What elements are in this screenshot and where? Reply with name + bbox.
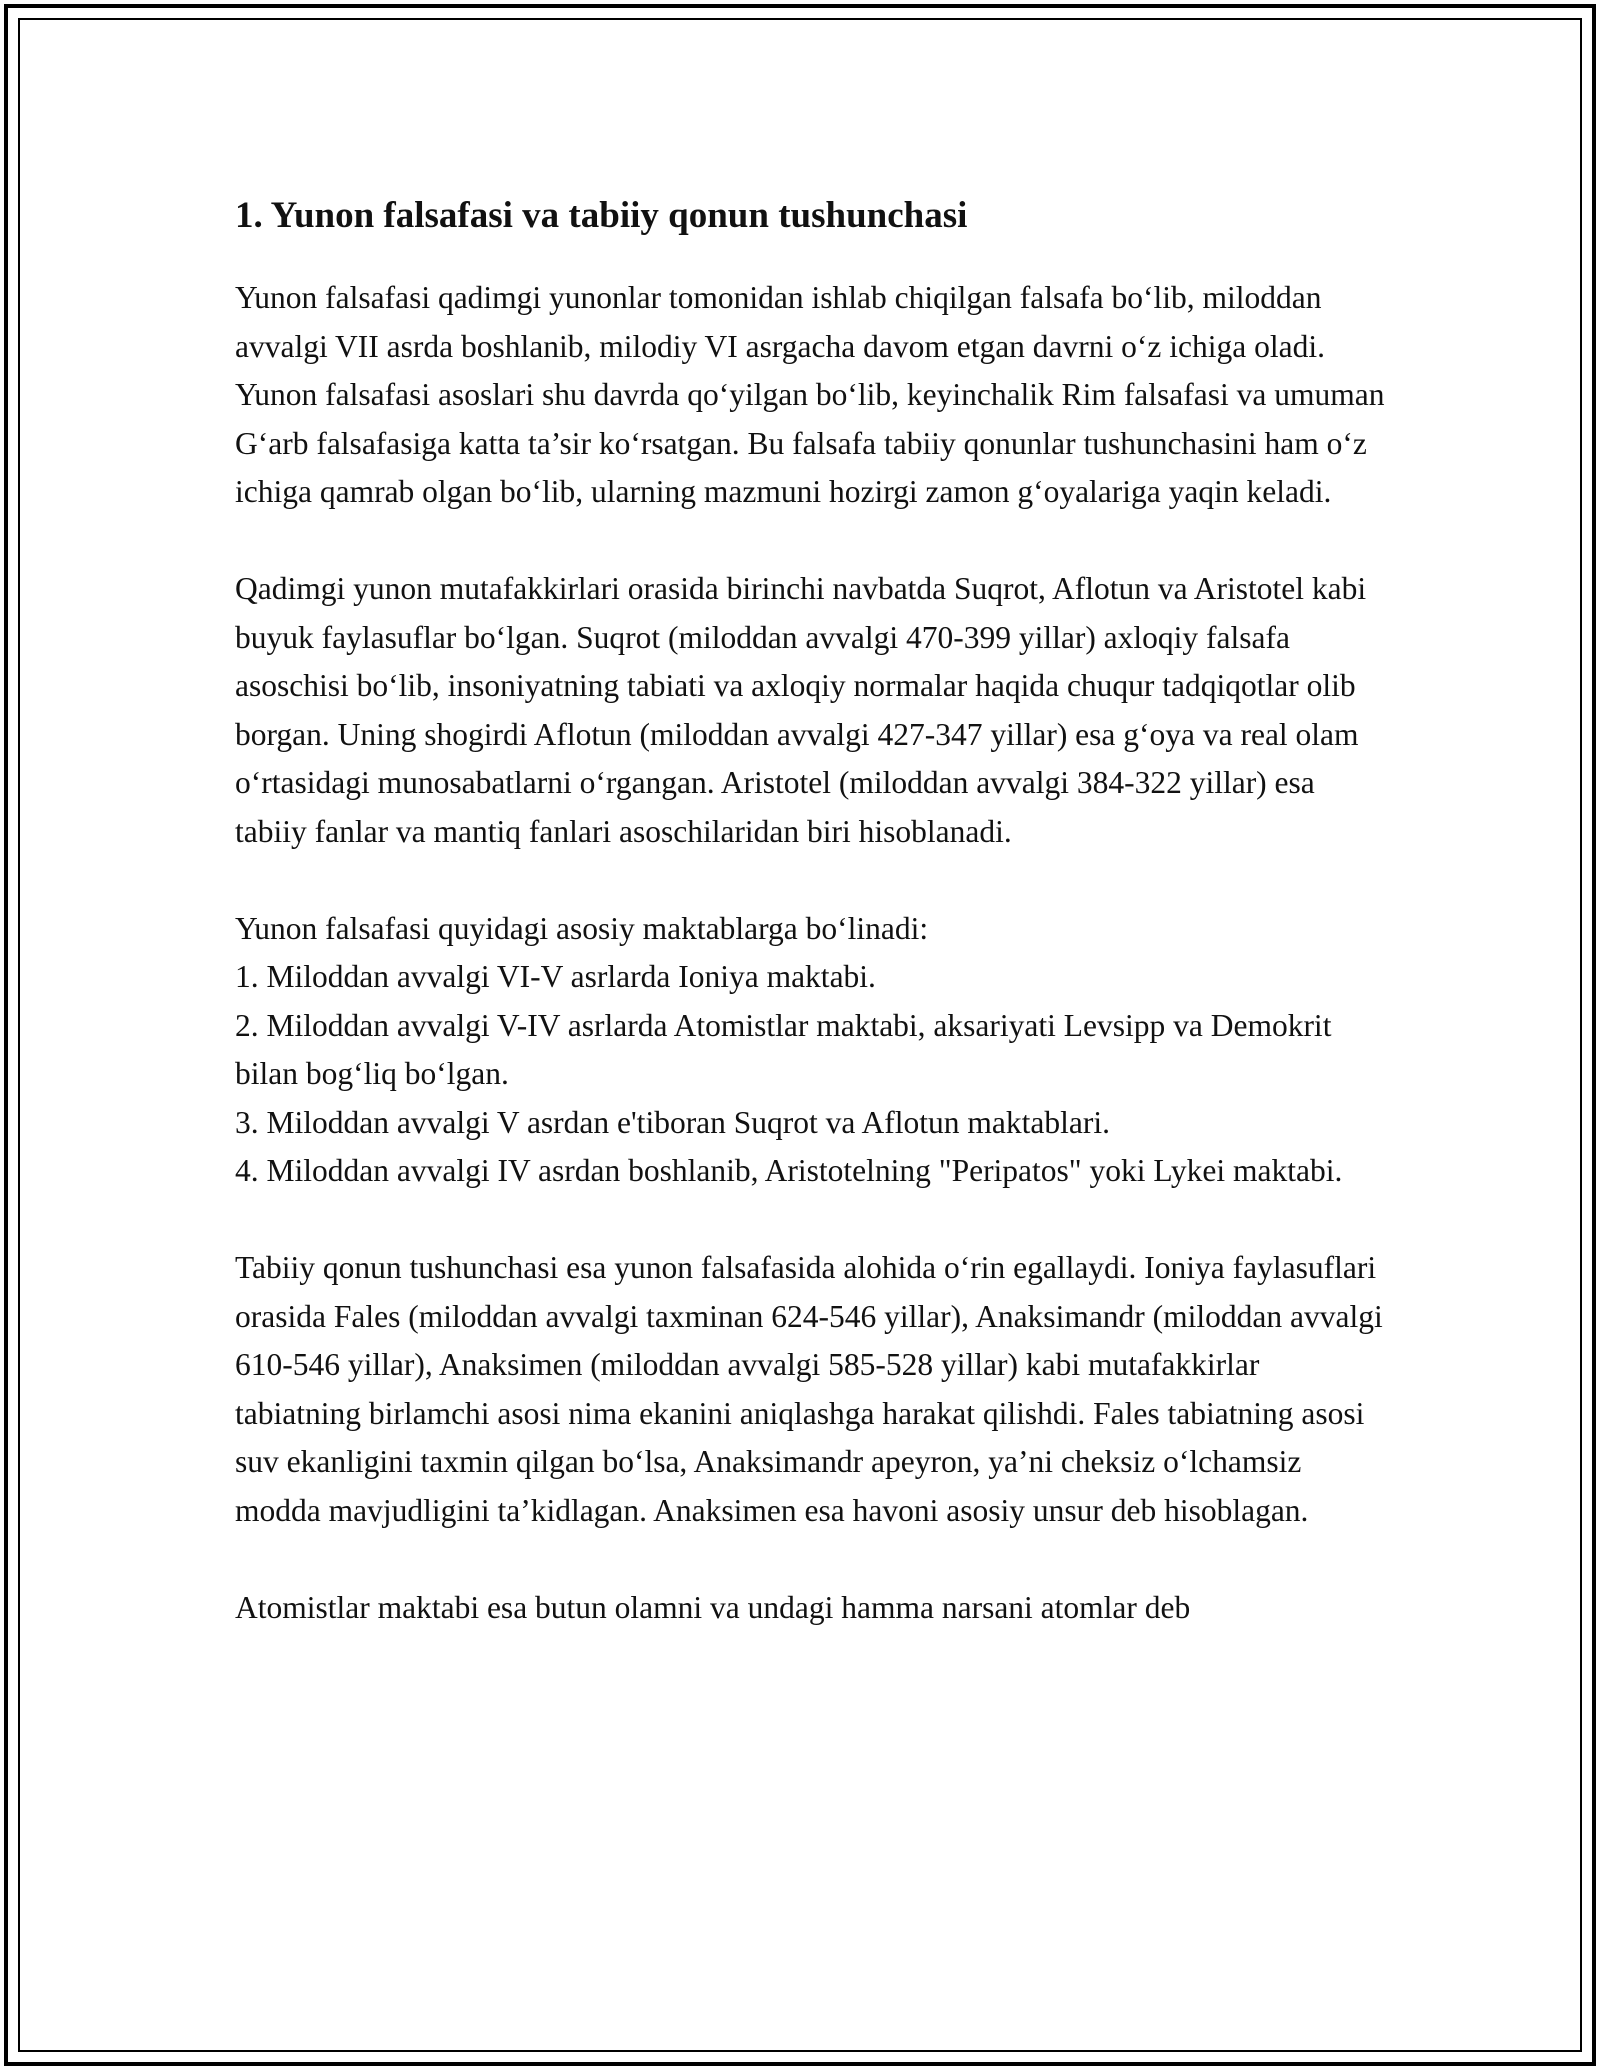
schools-list: [235, 905, 1385, 1196]
paragraph-natural-law: Tabiiy qonun tushunchasi esa yunon falsafasida alohida o‘rin egallaydi. Ioniya faylasuflari orasida Fales (miloddan avvalgi taxminan 624-546 yillar), Anaksimandr (miloddan avvalgi 610-546 yillar), Anaksimen (miloddan avvalgi 585-528 yillar) kabi mutafakkirlar tabiatning birlamchi asosi nima ekanini aniqlashga harakat qilishdi. Fales tabiatning asosi suv ekanligini taxmin qilgan bo‘lsa, Anaksimandr apeyron, ya’ni cheksiz o‘lchamsiz modda mavjudligini ta’kidlagan. Anaksimen esa havoni asosiy unsur deb hisoblagan.: [235, 1250, 1383, 1528]
paragraph-atomists: Atomistlar maktabi esa butun olamni va undagi hamma narsani atomlar deb: [235, 1589, 1191, 1625]
paragraph-philosophers: Qadimgi yunon mutafakkirlari orasida birinchi navbatda Suqrot, Aflotun va Aristotel kabi buyuk faylasuflar bo‘lgan. Suqrot (miloddan avvalgi 470-399 yillar) axloqiy falsafa asoschisi bo‘lib, insoniyatning tabiati va axloqiy normalar haqida chuqur tadqiqotlar olib borgan. Uning shogirdi Aflotun (miloddan avvalgi 427-347 yillar) esa g‘oya va real olam o‘rtasidagi munosabatlarni o‘rgangan. Aristotel (miloddan avvalgi 384-322 yillar) esa tabiiy fanlar va mantiq fanlari asoschilaridan biri hisoblanadi.: [235, 571, 1367, 849]
list-item: 3. Miloddan avvalgi V asrdan e'tiboran Suqrot va Aflotun maktablari.: [235, 1104, 1110, 1140]
list-item: 4. Miloddan avvalgi IV asrdan boshlanib, Aristotelning "Peripatos" yoki Lykei maktabi.: [235, 1153, 1343, 1188]
section-title: 1. Yunon falsafasi va tabiiy qonun tushunchasi: [235, 195, 968, 236]
list-item: 1. Miloddan avvalgi VI-V asrlarda Ioniya maktabi.: [235, 959, 876, 994]
paragraph-intro: Yunon falsafasi qadimgi yunonlar tomonidan ishlab chiqilgan falsafa bo‘lib, miloddan avvalgi VII asrda boshlanib, milodiy VI asrgacha davom etgan davrni o‘z ichiga oladi. Yunon falsafasi asoslari shu davrda qo‘yilgan bo‘lib, keyinchalik Rim falsafasi va umuman G‘arb falsafasiga katta ta’sir ko‘rsatgan. Bu falsafa tabiiy qonunlar tushunchasini ham o‘z ichiga qamrab olgan bo‘lib, ularning mazmuni hozirgi zamon g‘oyalariga yaqin keladi.: [235, 280, 1385, 509]
schools-list-intro: Yunon falsafasi quyidagi asosiy maktablarga bo‘linadi:: [235, 910, 929, 946]
document-body: [235, 188, 1385, 1681]
list-item: 2. Miloddan avvalgi V-IV asrlarda Atomistlar maktabi, aksariyati Levsipp va Demokrit bilan bog‘liq bo‘lgan.: [235, 1007, 1332, 1091]
